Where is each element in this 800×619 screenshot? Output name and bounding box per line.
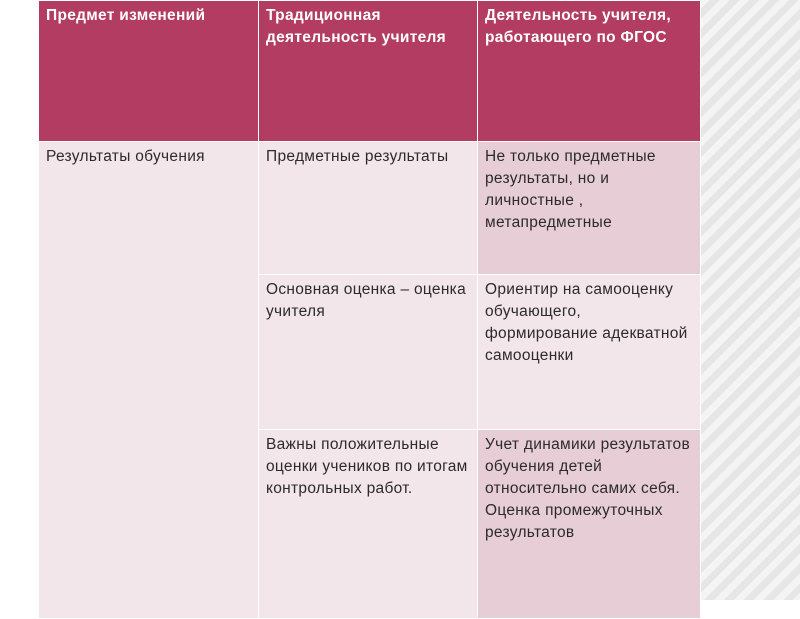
comparison-table <box>38 0 701 619</box>
fgos-cell: Учет динамики результатов обучения детей относительно самих себя. Оценка промежуточных результатов <box>478 430 701 619</box>
table-header-row <box>39 1 701 142</box>
subject-cell: Результаты обучения <box>39 142 259 619</box>
decorative-stripes <box>700 0 800 600</box>
header-subject: Предмет изменений <box>39 1 259 142</box>
header-fgos: Деятельность учителя, работающего по ФГОС <box>478 1 701 142</box>
fgos-cell: Ориентир на самооценку обучающего, формирование адекватной самооценки <box>478 275 701 430</box>
fgos-cell: Не только предметные результаты, но и личностные , метапредметные <box>478 142 701 275</box>
table-row <box>39 142 701 275</box>
traditional-cell: Важны положительные оценки учеников по итогам контрольных работ. <box>259 430 478 619</box>
traditional-cell: Основная оценка – оценка учителя <box>259 275 478 430</box>
header-traditional: Традиционная деятельность учителя <box>259 1 478 142</box>
traditional-cell: Предметные результаты <box>259 142 478 275</box>
